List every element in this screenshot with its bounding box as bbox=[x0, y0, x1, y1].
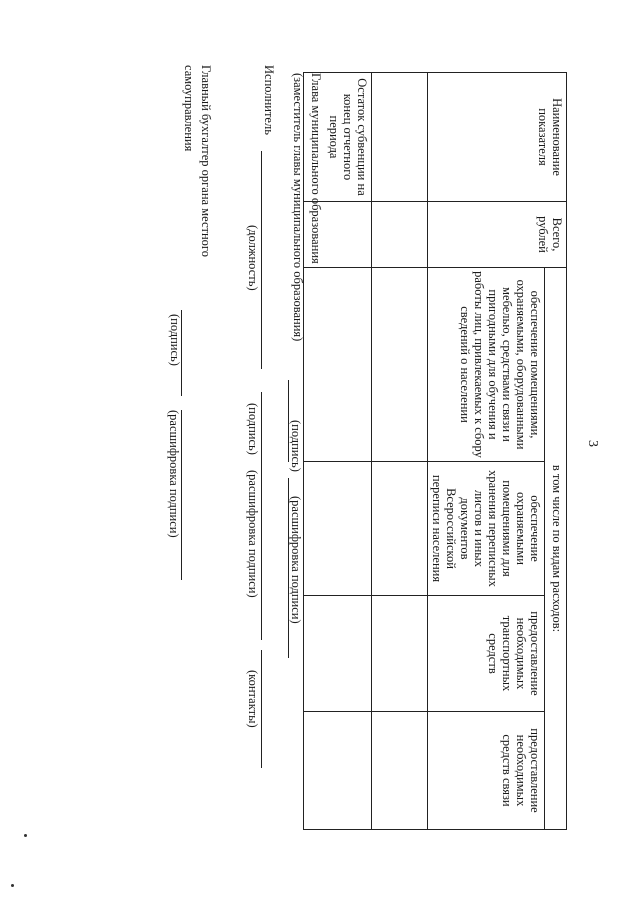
header-name: Наименование показателя bbox=[428, 73, 567, 202]
row-cell bbox=[372, 462, 428, 596]
executor-contacts-line bbox=[261, 650, 262, 768]
table-header-row bbox=[545, 73, 567, 830]
header-total: Всего, рублей bbox=[428, 202, 567, 268]
subheader-communication: предоставление необходимых средств связи bbox=[428, 712, 545, 830]
executor-sign-line bbox=[261, 392, 262, 470]
page-number: 3 bbox=[585, 440, 600, 447]
executor-sign-caption: (подпись) bbox=[246, 403, 260, 455]
head-title: Глава муниципального образования bbox=[309, 73, 323, 264]
executor-position-line bbox=[261, 151, 262, 369]
subheader-storage: обеспечение охраняемыми помещениями для хранения переписных листов и иных документов Всероссийской переписи населения bbox=[428, 462, 545, 596]
row-name: Остаток субвенции на конец отчетного периода bbox=[304, 73, 372, 202]
executor-contacts-caption: (контакты) bbox=[246, 670, 260, 728]
row-cell bbox=[304, 712, 372, 830]
row-cell bbox=[304, 268, 372, 462]
row-cell bbox=[372, 202, 428, 268]
accountant-title: Главный бухгалтер органа местного bbox=[199, 65, 213, 257]
scan-speck bbox=[11, 884, 14, 887]
executor-label: Исполнитель bbox=[262, 65, 276, 135]
row-cell bbox=[372, 712, 428, 830]
subvention-report-table bbox=[303, 72, 567, 830]
executor-decode-caption: (расшифровка подписи) bbox=[246, 470, 260, 598]
subheader-transport: предоставление необходимых транспортных средств bbox=[428, 596, 545, 712]
executor-decode-line bbox=[261, 470, 262, 640]
head-decode-caption: (расшифровка подписи) bbox=[289, 496, 303, 624]
executor-position-caption: (должность) bbox=[246, 225, 260, 291]
table-row bbox=[372, 73, 428, 830]
row-cell bbox=[304, 462, 372, 596]
scan-speck bbox=[24, 834, 27, 837]
subheader-premises: обеспечение помещениями, охраняемыми, оборудованными мебелью, средствами связи и пригодными для обучения и работы лиц, привлекаемых к сбору сведений о населении bbox=[428, 268, 545, 462]
head-deputy-title: (заместитель главы муниципального образования) bbox=[291, 73, 305, 342]
accountant-sign-caption: (подпись) bbox=[168, 314, 182, 366]
row-cell bbox=[304, 596, 372, 712]
accountant-decode-caption: (расшифровка подписи) bbox=[167, 410, 181, 538]
header-group: в том числе по видам расходов: bbox=[545, 268, 567, 830]
accountant-decode-line bbox=[181, 410, 182, 580]
accountant-title-cont: самоуправления bbox=[182, 65, 196, 152]
head-sign-caption: (подпись) bbox=[289, 420, 303, 472]
row-cell bbox=[372, 268, 428, 462]
row-name bbox=[372, 73, 428, 202]
row-cell bbox=[372, 596, 428, 712]
